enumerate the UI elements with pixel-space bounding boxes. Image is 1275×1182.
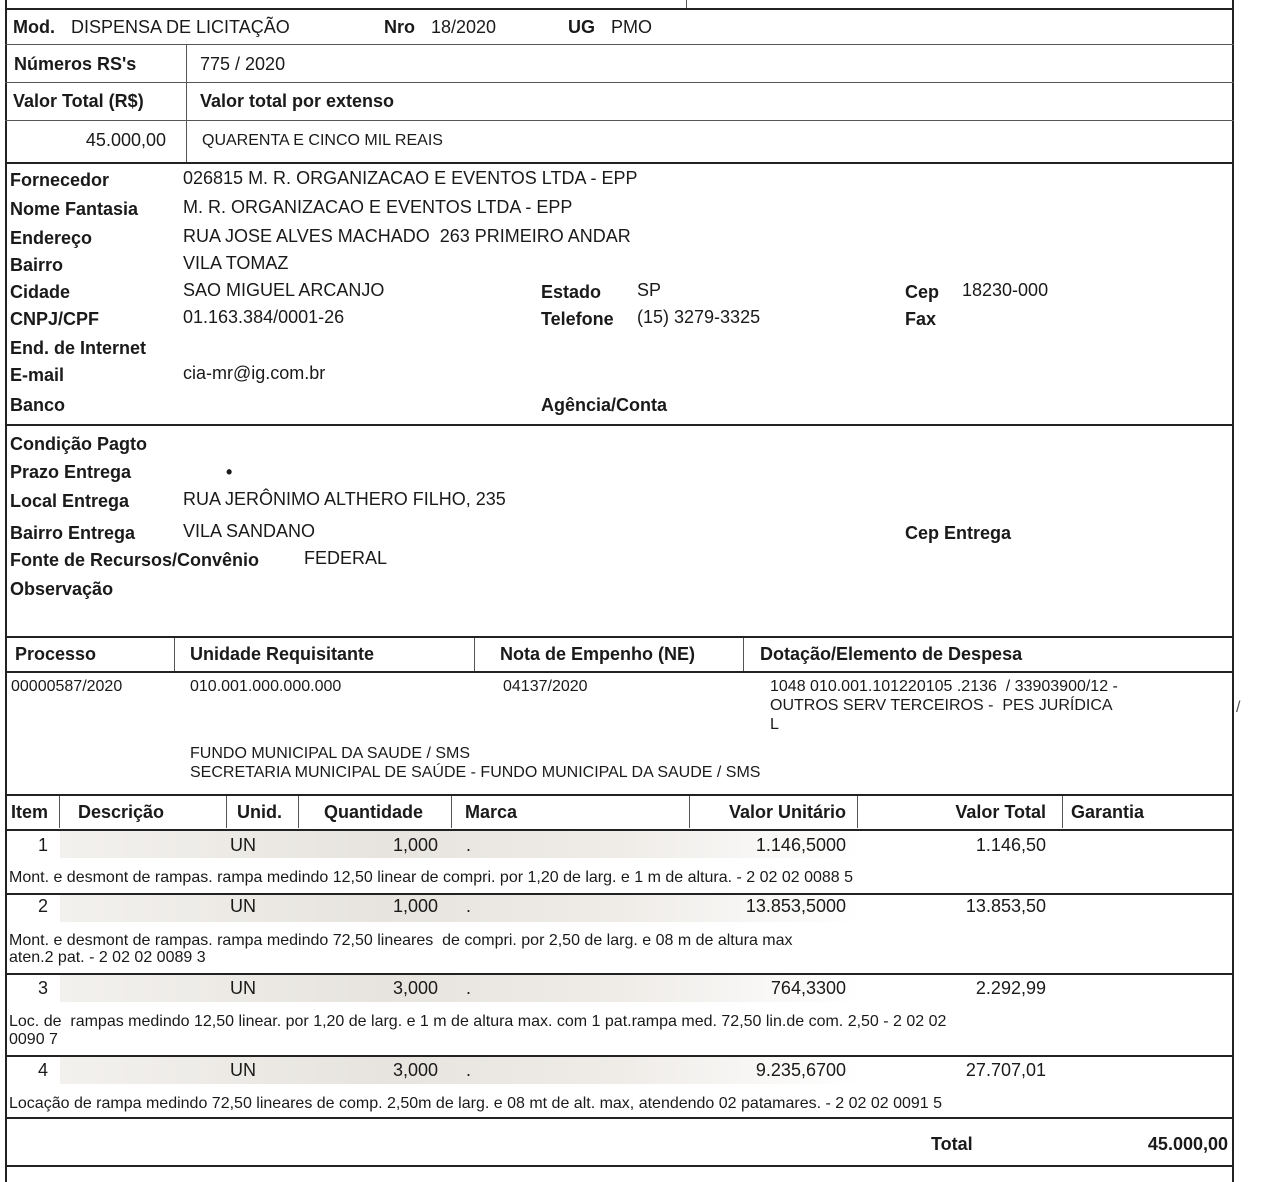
valor-unitario-header: Valor Unitário [728, 802, 846, 822]
item-valor-total: 1.146,50 [975, 835, 1046, 855]
valor-extenso-label: Valor total por extenso [200, 91, 395, 111]
item-descricao-cont: aten.2 pat. - 2 02 02 0089 3 [9, 949, 206, 966]
local-value: RUA JERÔNIMO ALTHERO FILHO, 235 [183, 489, 506, 509]
item-valor-unitario: 764,3300 [770, 978, 846, 998]
condicao-label: Condição Pagto [10, 434, 148, 454]
divider [5, 424, 1234, 426]
divider [743, 638, 744, 671]
unidade-line-3: SECRETARIA MUNICIPAL DE SAÚDE - FUNDO MUNICIPAL DA SAUDE / SMS [190, 764, 761, 781]
valor-total-label: Valor Total (R$) [13, 91, 144, 111]
mod-value: DISPENSA DE LICITAÇÃO [71, 17, 290, 37]
mod-label: Mod. [13, 17, 55, 37]
divider [5, 8, 1234, 10]
item-descricao: Loc. de rampas medindo 12,50 linear. por 1,20 de larg. e 1 m de altura max. com 1 pat.rampa med. 72,50 lin.de com. 2,50 - 2 02 02 [9, 1013, 947, 1030]
item-number: 2 [38, 896, 49, 916]
divider [474, 638, 475, 671]
item-marca: . [466, 978, 472, 998]
cnpj-value: 01.163.384/0001-26 [183, 307, 345, 327]
divider [5, 794, 1234, 796]
bairro-entrega-label: Bairro Entrega [10, 523, 136, 543]
bairro-label: Bairro [10, 255, 64, 275]
divider [5, 82, 1234, 83]
cidade-value: SAO MIGUEL ARCANJO [183, 280, 385, 300]
ug-label: UG [568, 17, 595, 37]
processo-value: 00000587/2020 [11, 678, 123, 695]
divider [186, 45, 187, 162]
telefone-label: Telefone [541, 309, 614, 329]
item-quantidade: 1,000 [392, 835, 438, 855]
item-valor-unitario: 13.853,5000 [745, 896, 846, 916]
quantidade-header: Quantidade [324, 802, 424, 822]
agencia-label: Agência/Conta [541, 395, 668, 415]
item-marca: . [466, 1060, 472, 1080]
divider [5, 162, 1234, 164]
banco-label: Banco [10, 395, 66, 415]
item-unid: UN [230, 896, 256, 916]
rs-label: Números RS's [14, 54, 137, 74]
item-marca: . [466, 896, 472, 916]
internet-label: End. de Internet [10, 338, 147, 358]
telefone-value: (15) 3279-3325 [637, 307, 761, 327]
dotacao-line-1: 1048 010.001.101220105 .2136 / 33903900/12 - [770, 678, 1118, 695]
item-quantidade: 3,000 [392, 978, 438, 998]
prazo-label: Prazo Entrega [10, 462, 132, 482]
fantasia-value: M. R. ORGANIZACAO E EVENTOS LTDA - EPP [183, 197, 573, 217]
garantia-header: Garantia [1071, 802, 1145, 822]
divider [5, 671, 1234, 673]
divider [226, 796, 227, 828]
item-descricao-cont: 0090 7 [9, 1031, 58, 1048]
fornecedor-value: 026815 M. R. ORGANIZACAO E EVENTOS LTDA - EPP [183, 168, 638, 188]
item-unid: UN [230, 1060, 256, 1080]
email-label: E-mail [10, 365, 65, 385]
valor-extenso-value: QUARENTA E CINCO MIL REAIS [202, 132, 443, 149]
nro-value: 18/2020 [431, 17, 497, 37]
item-unid: UN [230, 835, 256, 855]
item-number: 1 [38, 835, 49, 855]
email-value: cia-mr@ig.com.br [183, 363, 326, 383]
unidade-value: 010.001.000.000.000 [190, 678, 342, 695]
cep-value: 18230-000 [962, 280, 1049, 300]
valor-total-header: Valor Total [955, 802, 1046, 822]
divider [686, 0, 687, 8]
fornecedor-label: Fornecedor [10, 170, 110, 190]
divider [174, 638, 175, 671]
observacao-label: Observação [10, 579, 114, 599]
scan-mark: / [1236, 699, 1241, 716]
divider [5, 1165, 1234, 1167]
item-valor-unitario: 9.235,6700 [755, 1060, 846, 1080]
dotacao-line-2: OUTROS SERV TERCEIROS - PES JURÍDICA [770, 697, 1113, 714]
item-descricao: Locação de rampa medindo 72,50 lineares de comp. 2,50m de larg. e 08 mt de alt. max, atendendo 02 patamares. - 2 02 02 0091 5 [9, 1095, 943, 1112]
estado-label: Estado [541, 282, 602, 302]
ne-header: Nota de Empenho (NE) [500, 644, 696, 664]
marca-header: Marca [465, 802, 518, 822]
item-marca: . [466, 835, 472, 855]
item-quantidade: 1,000 [392, 896, 438, 916]
local-label: Local Entrega [10, 491, 130, 511]
rs-value: 775 / 2020 [200, 54, 286, 74]
total-label: Total [931, 1134, 973, 1154]
divider [1062, 796, 1063, 828]
divider [5, 636, 1234, 638]
processo-header: Processo [15, 644, 97, 664]
valor-total-value: 45.000,00 [85, 130, 166, 150]
nro-label: Nro [384, 17, 415, 37]
item-header: Item [11, 802, 49, 822]
divider [5, 44, 1234, 45]
ne-value: 04137/2020 [503, 678, 588, 695]
fantasia-label: Nome Fantasia [10, 199, 139, 219]
cep-label: Cep [905, 282, 940, 302]
unidade-header: Unidade Requisitante [190, 644, 375, 664]
total-value: 45.000,00 [1147, 1134, 1228, 1154]
divider [857, 796, 858, 828]
item-descricao: Mont. e desmont de rampas. rampa medindo 12,50 linear de compri. por 1,20 de larg. e 1 m de altura. - 2 02 02 0088 5 [9, 869, 854, 886]
divider [59, 796, 60, 828]
item-valor-total: 27.707,01 [965, 1060, 1046, 1080]
divider [298, 796, 299, 828]
descricao-header: Descrição [78, 802, 165, 822]
cnpj-label: CNPJ/CPF [10, 309, 100, 329]
item-number: 4 [38, 1060, 49, 1080]
prazo-mark: • [226, 462, 233, 482]
unid-header: Unid. [237, 802, 282, 822]
cidade-label: Cidade [10, 282, 71, 302]
item-quantidade: 3,000 [392, 1060, 438, 1080]
bairro-value: VILA TOMAZ [183, 253, 289, 273]
item-number: 3 [38, 978, 49, 998]
divider [451, 796, 452, 828]
fonte-label: Fonte de Recursos/Convênio [10, 550, 260, 570]
cep-entrega-label: Cep Entrega [905, 523, 1012, 543]
bairro-entrega-value: VILA SANDANO [183, 521, 316, 541]
item-valor-total: 2.292,99 [975, 978, 1046, 998]
item-valor-total: 13.853,50 [965, 896, 1046, 916]
endereco-label: Endereço [10, 228, 93, 248]
estado-value: SP [637, 280, 662, 300]
fonte-value: FEDERAL [304, 548, 388, 568]
divider [5, 1117, 1234, 1119]
item-valor-unitario: 1.146,5000 [755, 835, 846, 855]
item-unid: UN [230, 978, 256, 998]
dotacao-line-3: L [770, 716, 779, 733]
dotacao-header: Dotação/Elemento de Despesa [760, 644, 1023, 664]
ug-value: PMO [611, 17, 653, 37]
endereco-value: RUA JOSE ALVES MACHADO 263 PRIMEIRO ANDAR [183, 226, 631, 246]
item-descricao: Mont. e desmont de rampas. rampa medindo 72,50 lineares de compri. por 2,50 de larg. e 08 m de altura max [9, 932, 793, 949]
divider [5, 120, 1234, 121]
fax-label: Fax [905, 309, 937, 329]
unidade-line-2: FUNDO MUNICIPAL DA SAUDE / SMS [190, 745, 471, 762]
